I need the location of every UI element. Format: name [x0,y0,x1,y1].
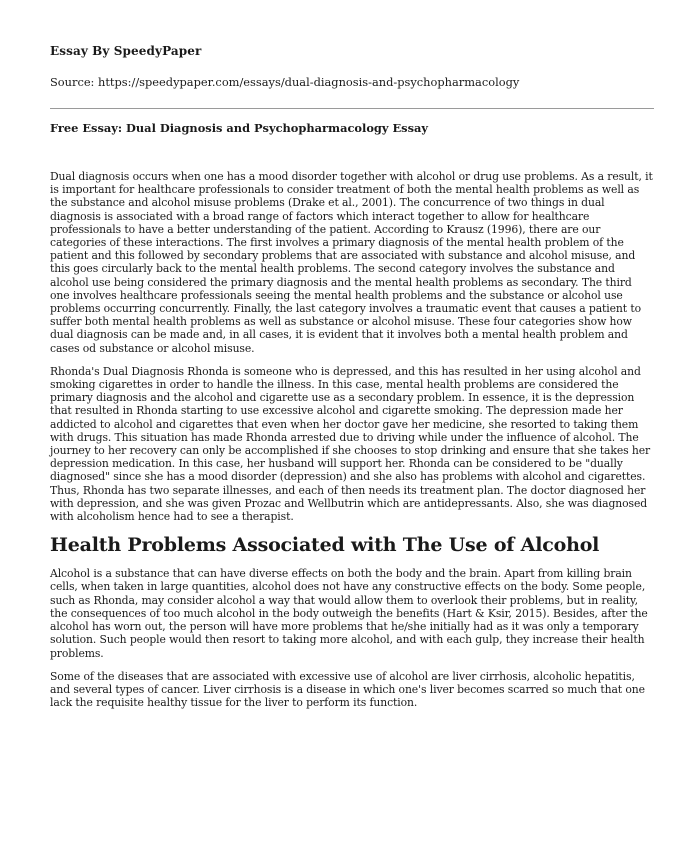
section-paragraph: Some of the diseases that are associated with excessive use of alcohol are liver cirrhosis, alcoholic hepatitis, and several types of cancer. Liver cirrhosis is a disease in which one's liver becomes scarred so much that one lack the requisite healthy tissue for the liver to perform its function. [50,669,645,710]
source-line: Source: https://speedypaper.com/essays/dual-diagnosis-and-psychopharmacology [50,75,520,89]
essay-paragraph: Dual diagnosis occurs when one has a mood disorder together with alcohol or drug use problems. As a result, it is important for healthcare professionals to consider treatment of both the mental health problems as well as the substance and alcohol misuse problems (Drake et al., 2001). The concurrence of two things in dual diagnosis is associated with a broad range of factors which interact together to allow for healthcare professionals to have a better understanding of the patient. According to Krausz (1996), there are our categories of these interactions. The first involves a primary diagnosis of the mental health problem of the patient and this followed by secondary problems that are associated with substance and alcohol misuse, and this goes circularly back to the mental health problems. The second category involves the substance and alcohol use being considered the primary diagnosis and the mental health problems as secondary. The third one involves healthcare professionals seeing the mental health problems and the substance or alcohol use problems occurring concurrently. Finally, the last category involves a traumatic event that causes a patient to suffer both mental health problems as well as substance or alcohol misuse. These four categories show how dual diagnosis can be made and, in all cases, it is evident that it involves both a mental health problem and cases od substance or alcohol misuse. [50,170,653,355]
section-paragraph: Alcohol is a substance that can have diverse effects on both the body and the brain. Apart from killing brain cells, when taken in large quantities, alcohol does not have any constructive effects on the body. Some people, such as Rhonda, may consider alcohol a way that would allow them to overlook their problems, but in reality, the consequences of too much alcohol in the body outweigh the benefits (Hart & Ksir, 2015). Besides, after the alcohol has worn out, the person will have more problems that he/she initially had as it was only a temporary solution. Such people would then resort to taking more alcohol, and with each gulp, they increase their health problems. [50,567,648,660]
header-divider [50,108,654,109]
essay-body [50,170,654,719]
essay-title: Free Essay: Dual Diagnosis and Psychopharmacology Essay [50,121,428,135]
brand-line: Essay By SpeedyPaper [50,44,202,58]
section-heading: Health Problems Associated with The Use of Alcohol [50,534,600,557]
essay-paragraph: Rhonda's Dual Diagnosis Rhonda is someone who is depressed, and this has resulted in her using alcohol and smoking cigarettes in order to handle the illness. In this case, mental health problems are considered the primary diagnosis and the alcohol and cigarette use as a secondary problem. In essence, it is the depression that resulted in Rhonda starting to use excessive alcohol and cigarette smoking. The depression made her addicted to alcohol and cigarettes that even when her doctor gave her medicine, she resorted to taking them with drugs. This situation has made Rhonda arrested due to driving while under the influence of alcohol. The journey to her recovery can only be accomplished if she chooses to stop drinking and ensure that she takes her depression medication. In this case, her husband will support her. Rhonda can be considered to be "dually diagnosed" since she has a mood disorder (depression) and she also has problems with alcohol and cigarettes. Thus, Rhonda has two separate illnesses, and each of then needs its treatment plan. The doctor diagnosed her with depression, and she was given Prozac and Wellbutrin which are antidepressants. Also, she was diagnosed with alcoholism hence had to see a therapist. [50,364,651,524]
